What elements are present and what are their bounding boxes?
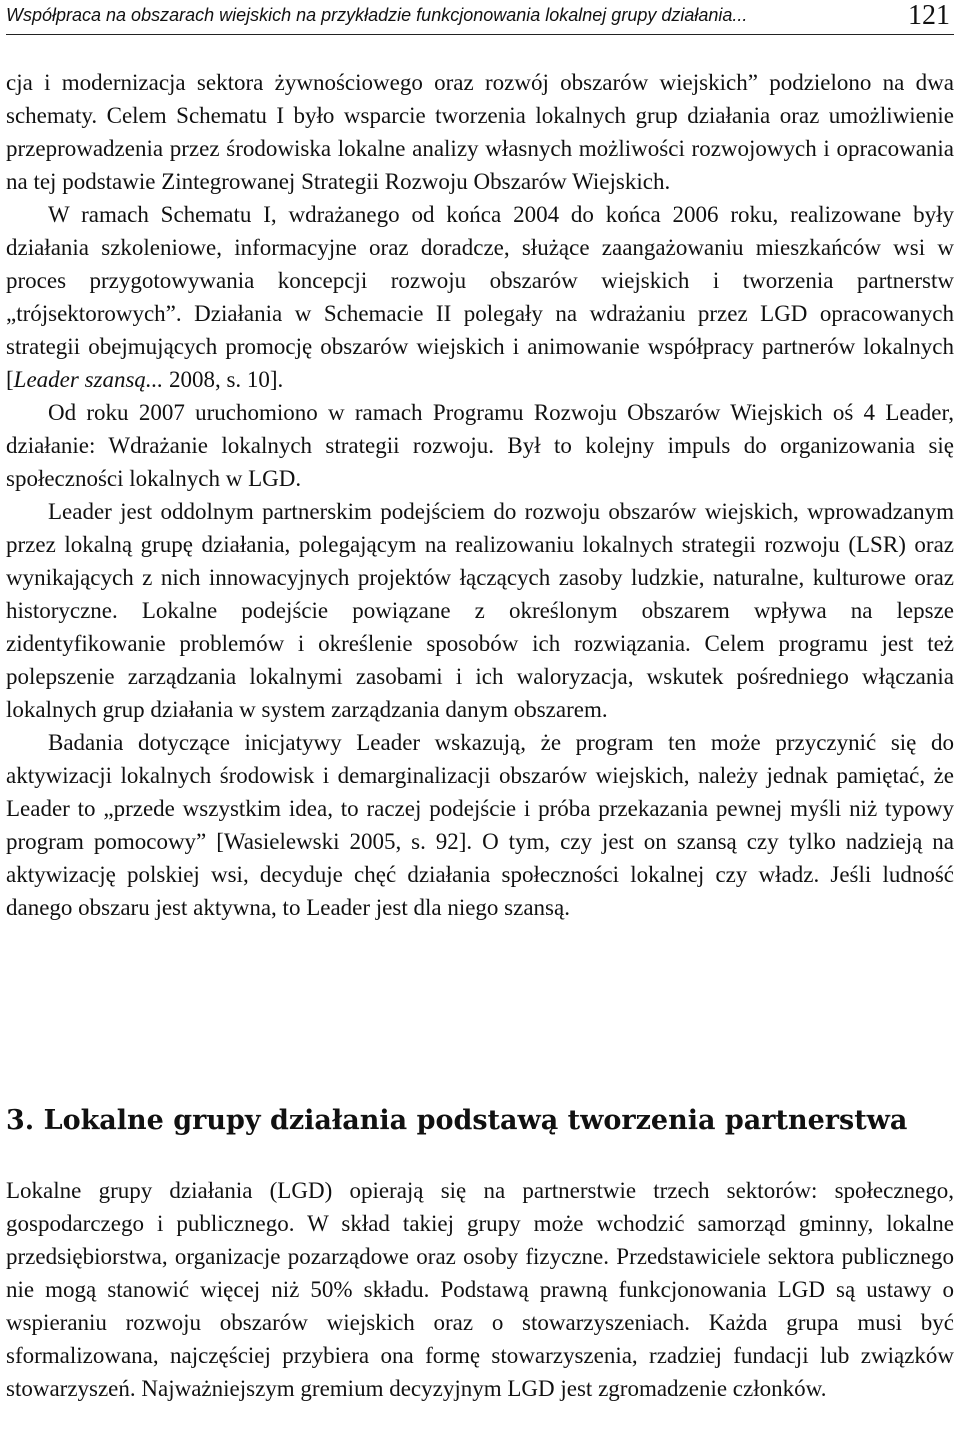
paragraph-leader-research: Badania dotyczące inicjatywy Leader wskazują, że program ten może przyczynić się do aktywizacji lokalnych środowisk i demarginalizacji obszarów wiejskich, należy jednak pamiętać, że Leader to „przede wszystkim idea, to raczej podejście i próba przekazania pewnej myśli niż typowy program pomocowy” [Wasielewski 2005, s. 92]. O tym, czy jest on szansą czy tylko nadzieją na aktywizację polskiej wsi, decyduje chęć działania społeczności lokalnej czy władz. Jeśli ludność danego obszaru jest aktywna, to Leader jest dla niego szansą. bbox=[6, 730, 954, 920]
paragraph-continuation: cja i modernizacja sektora żywnościowego oraz rozwój obszarów wiejskich” podzielono na dwa schematy. Celem Schematu I było wsparcie tworzenia lokalnych grup działania oraz umożliwienie przeprowadzenia przez środowiska lokalne analizy własnych możliwości rozwojowych i opracowania na tej podstawie Zintegrowanej Strategii Rozwoju Obszarów Wiejskich. bbox=[6, 70, 954, 194]
body-text bbox=[6, 66, 954, 924]
running-header-title: Współpraca na obszarach wiejskich na przykładzie funkcjonowania lokalnej grupy działania... bbox=[6, 5, 748, 25]
running-header bbox=[6, 2, 954, 35]
paragraph-lgd-partnership: Lokalne grupy działania (LGD) opierają się na partnerstwie trzech sektorów: społecznego, gospodarczego i publicznego. W skład takiej grupy może wchodzić samorząd gminny, lokalne przedsiębiorstwa, organizacje pozarządowe oraz osoby fizyczne. Przedstawiciele sektora publicznego nie mogą stanowić więcej niż 50% składu. Podstawą prawną funkcjonowania LGD są ustawy o wspieraniu rozwoju obszarów wiejskich oraz o stowarzyszeniach. Każda grupa musi być sformalizowana, najczęściej przybiera ona formę stowarzyszenia, rzadziej fundacji lub związków stowarzyszeń. Najważniejszym gremium decyzyjnym LGD jest zgromadzenie członków. bbox=[6, 1178, 954, 1401]
page-number: 121 bbox=[908, 0, 950, 31]
citation-title: Leader szansą... bbox=[13, 367, 164, 392]
paragraph-text: 2008, s. 10]. bbox=[163, 367, 284, 392]
paragraph-leader-definition: Leader jest oddolnym partnerskim podejściem do rozwoju obszarów wiejskich, wprowadzanym przez lokalną grupę działania, polegającym na realizowaniu lokalnych strategii rozwoju (LSR) oraz wynikających z nich innowacyjnych projektów łączących zasoby ludzkie, naturalne, kulturowe oraz historyczne. Lokalne podejście powiązane z określonym obszarem wpływa na lepsze zidentyfikowanie problemów i określenie sposobów ich rozwiązania. Celem programu jest też polepszenie zarządzania lokalnymi zasobami i ich waloryzacja, wskutek pośredniego włączania lokalnych grup działania w system zarządzania danym obszarem. bbox=[6, 499, 954, 722]
paragraph-axis-four: Od roku 2007 uruchomiono w ramach Programu Rozwoju Obszarów Wiejskich oś 4 Leader, działanie: Wdrażanie lokalnych strategii rozwoju. Był to kolejny impuls do organizowania się społeczności lokalnych w LGD. bbox=[6, 400, 954, 491]
section-body bbox=[6, 1174, 954, 1405]
paragraph-schema-one bbox=[6, 198, 954, 396]
paragraph-text: W ramach Schematu I, wdrażanego od końca 2004 do końca 2006 roku, realizowane były działania szkoleniowe, informacyjne oraz doradcze, służące zaangażowaniu mieszkańców wsi w proces przygotowywania koncepcji rozwoju obszarów wiejskich i tworzenia partnerstw „trójsektorowych”. Działania w Schemacie II polegały na wdrażaniu przez LGD opracowanych strategii obejmujących promocję obszarów wiejskich i animowanie współpracy partnerów lokalnych [ bbox=[6, 202, 954, 392]
section-heading: 3. Lokalne grupy działania podstawą tworzenia partnerstwa bbox=[6, 1105, 908, 1136]
